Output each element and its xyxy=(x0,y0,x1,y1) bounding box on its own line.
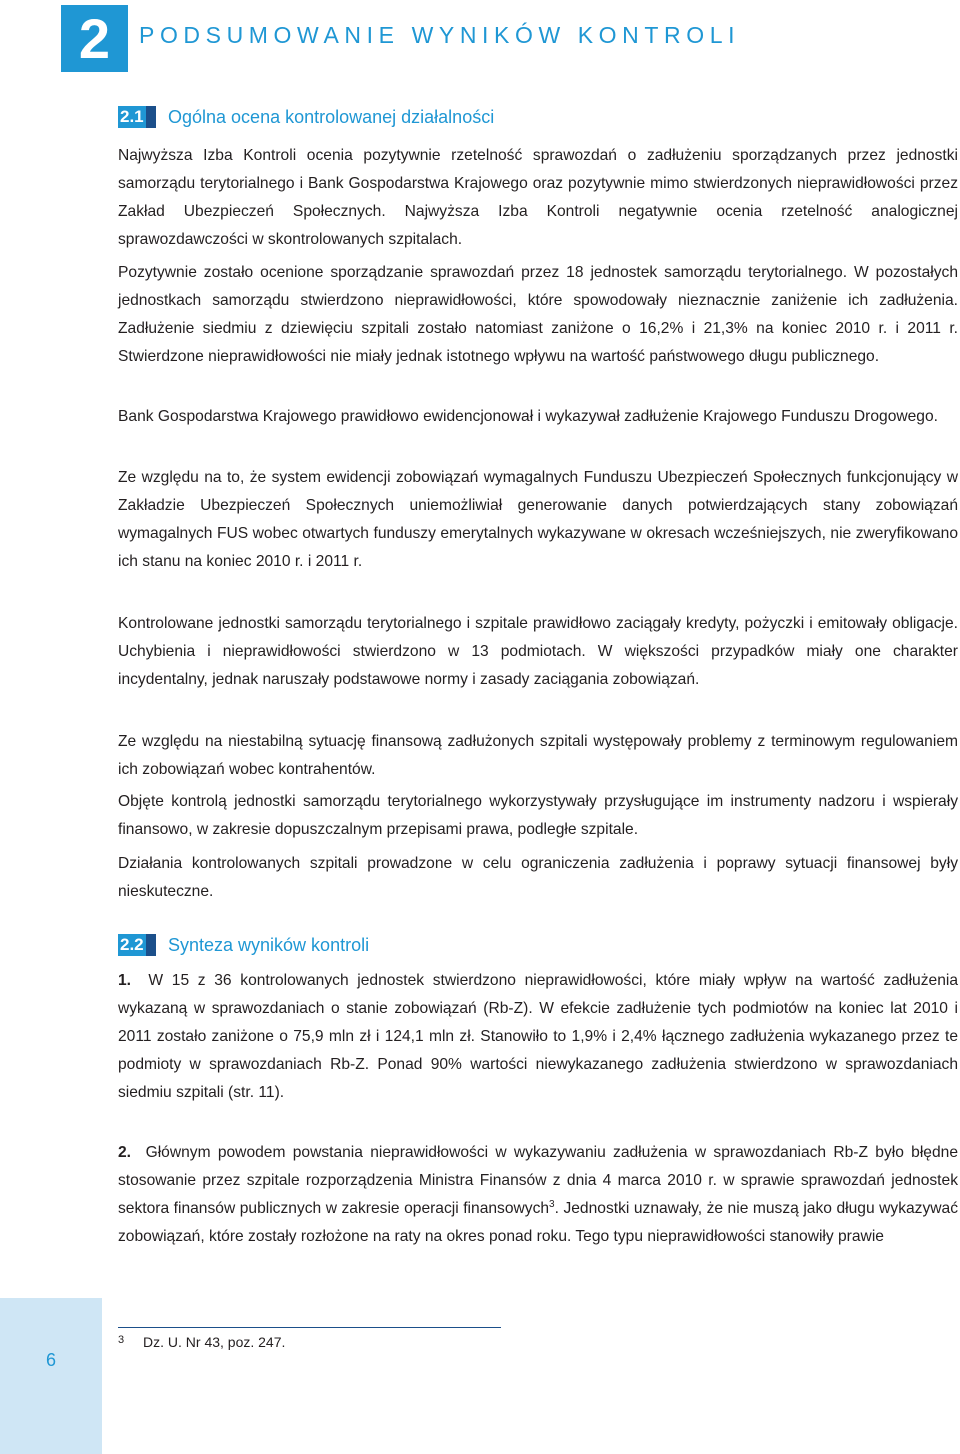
paragraph-3: Bank Gospodarstwa Krajowego prawidłowo ewidencjonował i wykazywał zadłużenie Krajowego Funduszu Drogowego. xyxy=(118,408,938,425)
section-number: 2.1 xyxy=(118,106,156,128)
paragraph-8: Działania kontrolowanych szpitali prowadzone w celu ograniczenia zadłużenia i poprawy sytuacji finansowej były nieskuteczne. xyxy=(118,855,958,900)
section-number: 2.2 xyxy=(118,934,156,956)
item-number: 1. xyxy=(118,972,132,989)
paragraph-1: Najwyższa Izba Kontroli ocenia pozytywnie rzetelność sprawozdań o zadłużeniu sporządzanych przez jednostki samorządu terytorialnego i Bank Gospodarstwa Krajowego oraz pozytywnie mimo stwierdzonych nieprawidłowości przez Zakład Ubezpieczeń Społecznych. Najwyższa Izba Kontroli negatywnie ocenia rzetelność analogicznej sprawozdawczości w skontrolowanych szpitalach. xyxy=(118,147,958,248)
synthesis-item-1 xyxy=(118,967,958,1107)
item-text: Głównym powodem powstania nieprawidłowości w wykazywaniu zadłużenia w sprawozdaniach Rb-Z było błędne stosowanie przez szpitale rozporządzenia Ministra Finansów z dnia 4 marca 2010 r. w sprawie sprawozdań jednostek sektora finansów publicznych w zakresie operacji finansowych xyxy=(118,1144,958,1217)
paragraph-7: Objęte kontrolą jednostki samorządu terytorialnego wykorzystywały przysługujące im instrumenty nadzoru i wspierały finansowo, w zakresie dopuszczalnym przepisami prawa, podległe szpitale. xyxy=(118,793,958,838)
synthesis-item-2 xyxy=(118,1139,958,1251)
section-heading-2-1 xyxy=(118,106,494,128)
section-title: Synteza wyników kontroli xyxy=(168,935,370,955)
footnote xyxy=(118,1334,285,1350)
item-number: 2. xyxy=(118,1144,132,1161)
item-text-continued: . Jednostki uznawały, że nie muszą jako długu wykazywać zobowiązań, które zostały rozłożone na raty na okres ponad roku. Tego typu nieprawidłowości stanowiły prawie xyxy=(118,1200,959,1245)
chapter-title: PODSUMOWANIE WYNIKÓW KONTROLI xyxy=(139,22,741,48)
page-number: 6 xyxy=(45,1350,56,1370)
item-text: W 15 z 36 kontrolowanych jednostek stwierdzono nieprawidłowości, które miały wpływ na wartość zadłużenia wykazaną w sprawozdaniach o stanie zobowiązań (Rb-Z). W efekcie zadłużenie tych podmiotów na koniec lat 2010 i 2011 zostało zaniżone o 75,9 mln zł i 124,1 mln zł. Stanowiło to 1,9% i 2,4% łącznego zadłużenia wykazanego przez te podmioty w sprawozdaniach Rb-Z. Ponad 90% wartości niewykazanego zadłużenia stwierdzono w sprawozdaniach siedmiu szpitali (str. 11). xyxy=(118,972,958,1101)
chapter-number: 2 xyxy=(61,5,128,72)
footnote-ref[interactable]: 3 xyxy=(549,1198,555,1210)
footnote-mark: 3 xyxy=(118,1334,125,1346)
paragraph-2: Pozytywnie zostało ocenione sporządzanie sprawozdań przez 18 jednostek samorządu terytorialnego. W pozostałych jednostkach samorządu stwierdzono nieprawidłowości, które spowodowały nieznacznie zaniżenie ich zadłużenia. Zadłużenie siedmiu z dziewięciu szpitali zostało natomiast zaniżone o 16,2% i 21,3% na koniec 2010 r. i 2011 r. Stwierdzone nieprawidłowości nie miały jednak istotnego wpływu na wartość państwowego długu publicznego. xyxy=(118,264,958,365)
section-heading-2-2 xyxy=(118,934,369,956)
page-number-box xyxy=(0,1298,102,1454)
footnote-text: Dz. U. Nr 43, poz. 247. xyxy=(143,1334,286,1350)
paragraph-4: Ze względu na to, że system ewidencji zobowiązań wymagalnych Funduszu Ubezpieczeń Społecznych funkcjonujący w Zakładzie Ubezpieczeń Społecznych uniemożliwiał generowanie danych potwierdzających stany zobowiązań wymagalnych FUS wobec otwartych funduszy emerytalnych wykazywane w okresach wcześniejszych, nie zweryfikowano ich stanu na koniec 2010 r. i 2011 r. xyxy=(118,469,958,570)
paragraph-5: Kontrolowane jednostki samorządu terytorialnego i szpitale prawidłowo zaciągały kredyty, pożyczki i emitowały obligacje. Uchybienia i nieprawidłowości stwierdzono w 13 podmiotach. W większości przypadków miały one charakter incydentalny, jednak naruszały podstawowe normy i zasady zaciągania zobowiązań. xyxy=(118,615,958,688)
footnote-divider xyxy=(118,1327,501,1328)
paragraph-6: Ze względu na niestabilną sytuację finansową zadłużonych szpitali występowały problemy z terminowym regulowaniem ich zobowiązań wobec kontrahentów. xyxy=(118,733,958,778)
section-title: Ogólna ocena kontrolowanej działalności xyxy=(168,107,495,127)
